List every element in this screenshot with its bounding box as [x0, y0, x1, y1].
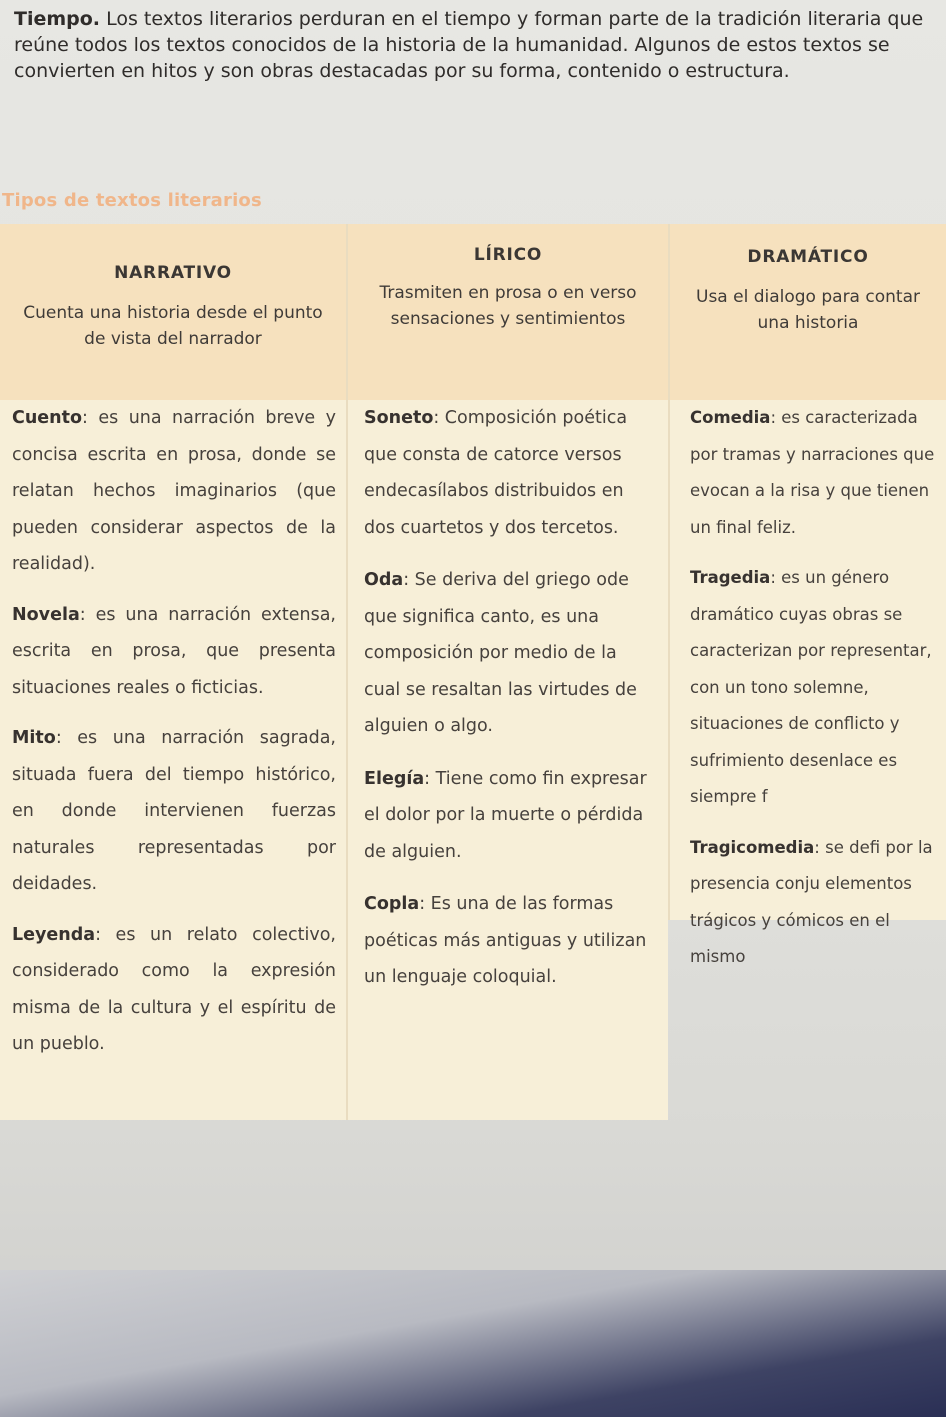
literary-types-table: [0, 224, 946, 1120]
entry-text: : Composición poética que consta de catorce versos endecasílabos distribuidos en dos cuartetos y dos tercetos.: [364, 408, 628, 538]
entry-novela: [12, 597, 336, 707]
entry-term: Soneto: [364, 408, 434, 428]
entry-text: : es una narración extensa, escrita en prosa, que presenta situaciones reales o ficticias.: [12, 604, 336, 698]
entry-term: Tragicomedia: [690, 837, 815, 857]
section-title: Tipos de textos literarios: [2, 190, 262, 211]
column-lirico: [346, 224, 668, 1120]
column-header: [670, 224, 946, 400]
column-description: Usa el dialogo para contar una historia: [696, 287, 920, 333]
intro-term: Tiempo.: [14, 8, 101, 30]
column-title: DRAMÁTICO: [747, 247, 869, 267]
entry-term: Cuento: [12, 408, 83, 428]
column-body: [348, 400, 668, 1120]
column-header: [348, 224, 668, 400]
entry-term: Copla: [364, 894, 420, 914]
entry-leyenda: [12, 917, 336, 1063]
entry-text: : es una narración breve y concisa escrita en prosa, donde se relatan hechos imaginarios (que pueden considerar aspectos de la realidad).: [12, 408, 336, 574]
entry-copla: [364, 886, 658, 996]
entry-term: Novela: [12, 604, 80, 625]
column-header: [0, 224, 346, 400]
entry-text: : Se deriva del griego ode que significa canto, es una composición por medio de la cual se resaltan las virtudes de alguien o algo.: [364, 570, 637, 736]
entry-elegia: [364, 761, 658, 871]
column-dramatico: [668, 224, 946, 966]
column-title: NARRATIVO: [114, 263, 232, 283]
column-narrativo: [0, 224, 346, 1120]
entry-text: : es una narración sagrada, situada fuera del tiempo histórico, en donde intervienen fuerzas naturales representadas por deidades.: [12, 728, 336, 894]
entry-tragicomedia: [690, 830, 936, 976]
entry-oda: [364, 562, 658, 745]
entry-text: : Es una de las formas poéticas más antiguas y utilizan un lenguaje coloquial.: [364, 894, 647, 987]
entry-text: : Tiene como fin expresar el dolor por la muerte o pérdida de alguien.: [364, 768, 647, 862]
column-body: [670, 400, 946, 966]
entry-term: Mito: [12, 728, 56, 748]
entry-term: Comedia: [690, 408, 771, 427]
intro-paragraph: [14, 6, 938, 84]
entry-text: : es caracterizada por tramas y narraciones que evocan a la risa y que tienen un final feliz.: [690, 408, 935, 537]
entry-soneto: [364, 400, 658, 546]
entry-text: : es un género dramático cuyas obras se caracterizan por representar, con un tono solemne, situaciones de conflicto y sufrimiento desenlace es siempre f: [690, 568, 932, 806]
entry-term: Elegía: [364, 768, 425, 789]
entry-term: Oda: [364, 570, 404, 590]
entry-comedia: [690, 400, 936, 546]
entry-term: Tragedia: [690, 568, 771, 587]
column-body: [0, 400, 346, 1120]
entry-text: : es un relato colectivo, considerado como la expresión misma de la cultura y el espíritu de un pueblo.: [12, 924, 336, 1054]
entry-cuento: [12, 400, 336, 583]
entry-tragedia: [690, 560, 936, 816]
entry-text: : se defi por la presencia conju elementos trágicos y cómicos en el mismo: [690, 837, 933, 966]
column-description: Cuenta una historia desde el punto de vista del narrador: [23, 303, 323, 349]
intro-text: Los textos literarios perduran en el tiempo y forman parte de la tradición literaria que reúne todos los textos conocidos de la historia de la humanidad. Algunos de estos textos se convierten en hitos y son obras destacadas por su forma, contenido o estructura.: [14, 8, 924, 82]
column-title: LÍRICO: [473, 245, 543, 265]
entry-mito: [12, 720, 336, 903]
column-description: Trasmiten en prosa o en verso sensaciones y sentimientos: [379, 283, 637, 329]
bottom-background: [0, 1270, 946, 1417]
entry-term: Leyenda: [12, 924, 96, 945]
